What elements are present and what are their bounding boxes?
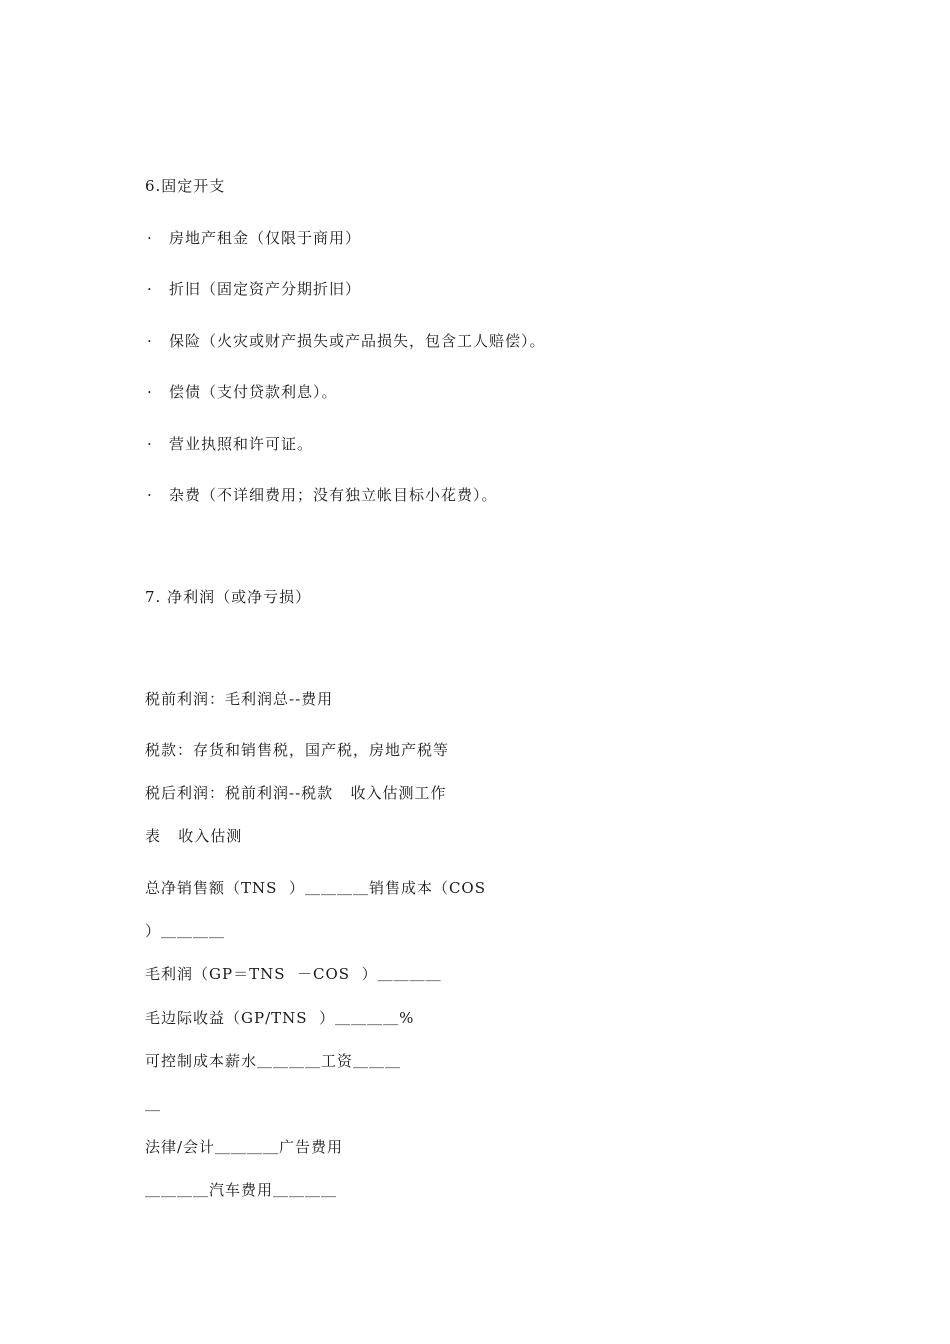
bullet-marker: ·	[147, 229, 153, 247]
list-item-text: 折旧（固定资产分期折旧）	[169, 280, 362, 298]
bullet-marker: ·	[147, 486, 153, 504]
list-item	[147, 434, 313, 454]
cos-continuation-line: ）＿＿＿＿	[145, 922, 226, 940]
net-sales-line: 总净销售额（TNS ）＿＿＿＿销售成本（COS	[145, 879, 486, 897]
section-6-heading: 6.固定开支	[145, 177, 226, 195]
list-item-text: 房地产租金（仅限于商用）	[169, 229, 362, 247]
auto-expense-line: ＿＿＿＿汽车费用＿＿＿＿	[145, 1181, 338, 1199]
list-item-text: 偿债（支付贷款利息）。	[169, 383, 338, 401]
pretax-profit-line: 税前利润：毛利润总--费用	[145, 690, 334, 708]
section-7-heading: 7. 净利润（或净亏损）	[145, 588, 312, 606]
list-item	[147, 331, 546, 351]
gross-margin-line: 毛边际收益（GP/TNS ）＿＿＿＿%	[145, 1009, 415, 1027]
tax-line: 税款：存货和销售税，国产税，房地产税等	[145, 741, 450, 759]
list-item	[147, 485, 498, 505]
bullet-marker: ·	[147, 332, 153, 350]
controllable-costs-line: 可控制成本薪水＿＿＿＿工资＿＿＿	[145, 1052, 402, 1070]
worksheet-title-line: 表 收入估测	[145, 827, 243, 845]
list-item-text: 营业执照和许可证。	[169, 435, 314, 453]
list-item-text: 保险（火灾或财产损失或产品损失，包含工人赔偿）。	[169, 332, 546, 350]
gross-profit-line: 毛利润（GP＝TNS －COS ）＿＿＿＿	[145, 965, 442, 983]
after-tax-profit-line: 税后利润：税前利润--税款 收入估测工作	[145, 784, 447, 802]
bullet-marker: ·	[147, 383, 153, 401]
list-item	[147, 228, 361, 248]
list-item	[147, 382, 338, 402]
legal-accounting-line: 法律/会计＿＿＿＿广告费用	[145, 1138, 344, 1156]
list-item-text: 杂费（不详细费用；没有独立帐目标小花费）。	[169, 486, 498, 504]
list-item	[147, 279, 361, 299]
bullet-marker: ·	[147, 435, 153, 453]
bullet-marker: ·	[147, 280, 153, 298]
wage-continuation-line: ＿	[145, 1095, 162, 1113]
